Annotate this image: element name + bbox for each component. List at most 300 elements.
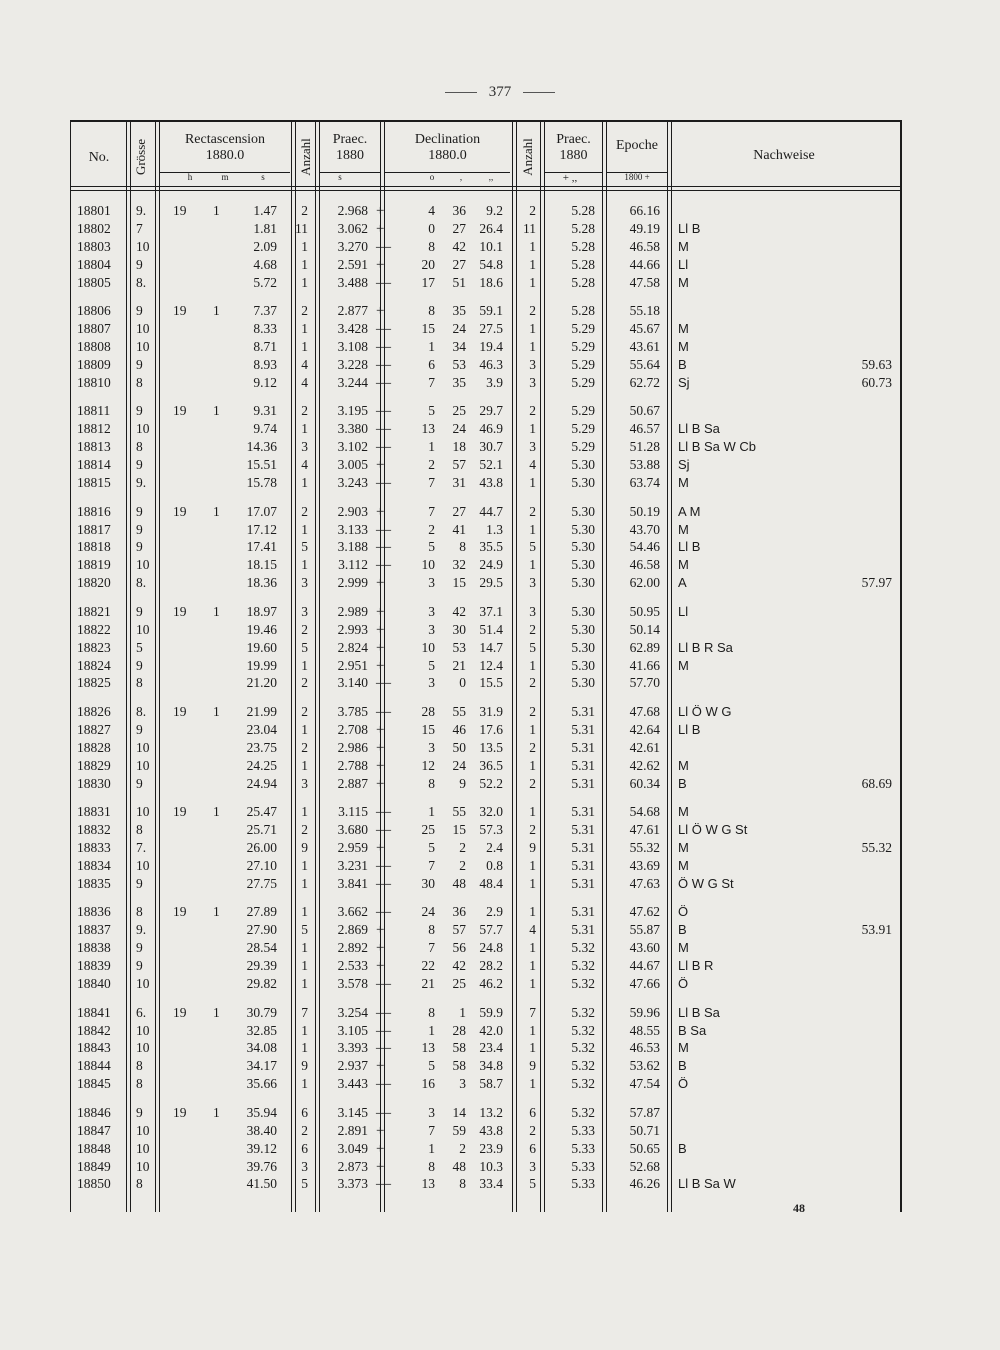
epoch: 53.88 [629,457,660,473]
star-number: 18801 [77,203,111,218]
ra-precession: 3.105 [337,1022,368,1038]
ra-precession: 2.788 [337,757,368,773]
ra-precession: 3.115 [338,804,368,820]
decl-seconds: 17.6 [479,721,503,737]
decl-seconds: 29.7 [479,403,503,419]
decl-count: 1 [529,757,536,773]
references: Ll Ö W G St [678,822,748,838]
epoch: 49.19 [629,220,660,236]
star-number: 18822 [77,621,111,637]
epoch: 46.26 [629,1176,660,1192]
ra-seconds: 9.12 [253,374,277,390]
epoch: 46.58 [629,238,660,254]
decl-precession: 5.29 [571,356,595,372]
decl-precession: 5.32 [571,1040,595,1056]
ra-seconds: 4.68 [253,256,277,272]
decl-precession: 5.29 [571,403,595,419]
star-number: 18814 [77,457,111,473]
ra-count: 1 [301,857,308,873]
decl-count: 3 [529,575,536,591]
decl-precession: 5.31 [571,704,595,719]
table-row [70,1122,900,1140]
ra-seconds: 41.50 [246,1176,277,1192]
magnitude: 10 [136,757,150,773]
decl-minutes: 55 [452,704,466,719]
decl-precession: 5.30 [571,639,595,655]
epoch: 59.96 [629,1004,660,1020]
ra-seconds: 1.81 [253,220,277,236]
table-row [70,1140,900,1158]
decl-seconds: 24.9 [479,557,503,573]
table-row [70,921,900,939]
decl-degrees: 0 [428,220,435,236]
ra-seconds: 27.89 [246,904,277,920]
magnitude: 8 [136,1176,143,1192]
decl-degrees: 20 [421,256,435,272]
table-row [70,875,900,893]
decl-seconds: 2.4 [486,840,503,855]
decl-precession: 5.31 [571,922,595,938]
ra-hours: 19 [173,603,187,619]
decl-count: 2 [529,203,536,218]
ra-precession: 3.270 [337,238,368,254]
decl-precession: 5.32 [571,958,595,974]
magnitude: 8. [136,575,147,591]
star-number: 18818 [77,539,111,555]
star-number: 18847 [77,1122,111,1138]
decl-precession: 5.32 [571,1004,595,1020]
unit-h: h [187,172,193,182]
decl-sign: — [376,238,391,255]
decl-sign: — [376,339,391,355]
decl-precession: 5.30 [571,557,595,573]
decl-minutes: 51 [452,274,466,290]
ra-count: 1 [301,256,308,272]
ra-count: 1 [301,904,308,920]
magnitude: 10 [136,557,150,573]
decl-degrees: 5 [428,403,435,419]
ra-seconds: 34.08 [246,1040,277,1056]
decl-degrees: 5 [428,657,435,673]
epoch: 42.62 [629,757,660,773]
decl-degrees: 6 [428,356,435,372]
magnitude: 8 [136,675,143,691]
ra-seconds: 17.07 [246,503,277,519]
epoch: 41.66 [629,657,660,673]
epoch: 44.67 [629,958,660,974]
decl-seconds: 52.1 [479,457,503,473]
table-row [70,1104,900,1122]
ra-count: 5 [301,922,308,938]
ra-precession: 3.380 [337,421,368,437]
decl-sign: — [376,822,391,839]
decl-degrees: 8 [428,303,435,319]
ra-count: 5 [301,1176,308,1192]
decl-degrees: 10 [421,557,435,573]
decl-minutes: 57 [452,922,466,938]
epoch: 50.71 [629,1122,660,1138]
decl-degrees: 5 [428,539,435,555]
decl-precession: 5.30 [571,539,595,555]
star-number: 18817 [77,521,111,537]
star-number: 18834 [77,857,111,873]
star-number: 18828 [77,739,111,755]
decl-sign: — [376,356,391,373]
ra-seconds: 23.75 [246,739,277,755]
star-number: 18841 [77,1004,111,1020]
ra-count: 2 [301,704,308,719]
star-number: 18844 [77,1058,111,1074]
star-catalogue-table [70,120,902,1212]
decl-sign: + [376,1058,385,1075]
decl-seconds: 18.6 [479,274,503,290]
epoch: 47.58 [629,274,660,290]
table-row [70,402,900,420]
star-number: 18829 [77,757,111,773]
unit-deg: o [429,172,435,182]
table-row [70,657,900,675]
decl-minutes: 2 [459,857,466,873]
table-row [70,202,900,220]
table-row [70,420,900,438]
ra-precession: 3.373 [337,1176,368,1192]
header-groesse: Grösse [133,138,148,176]
ra-count: 1 [301,521,308,537]
decl-precession: 5.28 [571,256,595,272]
references: Ll B R [678,958,714,974]
decl-degrees: 28 [421,704,435,719]
decl-minutes: 8 [459,539,466,555]
magnitude: 8 [136,374,143,390]
ra-count: 2 [301,303,308,319]
star-number: 18836 [77,904,111,920]
magnitude: 7. [136,840,147,855]
decl-precession: 5.30 [571,621,595,637]
ra-count: 1 [301,976,308,991]
decl-sign: — [376,439,391,456]
star-number: 18815 [77,475,111,490]
ra-precession: 2.591 [337,256,368,272]
epoch: 57.70 [629,675,660,691]
decl-sign: + [376,721,385,738]
decl-minutes: 48 [452,875,466,891]
decl-degrees: 1 [428,804,435,820]
decl-sign: — [376,1022,391,1039]
table-row [70,302,900,320]
references: Ll B Sa [678,1004,720,1020]
ra-seconds: 26.00 [246,840,277,855]
ra-seconds: 24.94 [246,775,277,791]
ra-count: 3 [301,775,308,791]
ra-precession: 3.133 [337,521,368,537]
decl-sign: — [376,1176,391,1193]
table-row [70,957,900,975]
references: B [678,1140,687,1156]
ra-seconds: 25.71 [246,822,277,838]
epoch: 57.87 [629,1104,660,1120]
epoch: 48.55 [629,1022,660,1038]
decl-seconds: 2.9 [486,904,503,920]
ra-precession: 3.195 [337,403,368,419]
epoch: 43.60 [629,940,660,956]
ra-precession: 2.824 [337,639,368,655]
decl-degrees: 1 [428,439,435,455]
decl-seconds: 12.4 [479,657,503,673]
decl-seconds: 15.5 [479,675,503,691]
table-row [70,703,900,721]
ra-precession: 3.488 [337,274,368,290]
ra-count: 5 [301,539,308,555]
ra-count: 2 [301,1122,308,1138]
ra-seconds: 21.20 [246,675,277,691]
decl-seconds: 51.4 [479,621,503,637]
star-number: 18835 [77,875,111,891]
ra-seconds: 8.93 [253,356,277,372]
references: M [678,274,689,290]
decl-seconds: 46.2 [479,976,503,991]
table-row [70,839,900,857]
ra-seconds: 18.15 [246,557,277,573]
header-no: No. [88,150,110,165]
ra-seconds: 2.09 [253,238,277,254]
decl-precession: 5.32 [571,1104,595,1120]
decl-seconds: 24.8 [479,940,503,956]
decl-count: 1 [529,238,536,254]
magnitude: 10 [136,1040,150,1056]
star-number: 18810 [77,374,111,390]
ra-seconds: 7.37 [253,303,277,319]
ra-count: 9 [301,1058,308,1074]
ra-seconds: 8.71 [253,339,277,354]
decl-precession: 5.31 [571,775,595,791]
decl-sign: + [376,958,385,975]
magnitude: 9 [136,303,143,319]
decl-count: 2 [529,775,536,791]
decl-sign: + [376,657,385,674]
decl-seconds: 57.3 [479,822,503,838]
decl-degrees: 1 [428,339,435,354]
ra-precession: 3.785 [337,704,368,719]
decl-seconds: 27.5 [479,321,503,337]
references: Ll [678,603,689,619]
magnitude: 9 [136,775,143,791]
decl-precession: 5.31 [571,904,595,920]
table-row [70,456,900,474]
table-row [70,356,900,374]
decl-count: 2 [529,739,536,755]
ra-seconds: 24.25 [246,757,277,773]
decl-sign: + [376,757,385,774]
page-number-text: 377 [488,84,512,100]
ra-precession: 2.533 [337,958,368,974]
epoch: 62.00 [629,575,660,591]
decl-count: 1 [529,339,536,354]
decl-degrees: 17 [421,274,435,290]
decl-sign: — [376,475,391,491]
decl-precession: 5.31 [571,721,595,737]
epoch: 47.61 [629,822,660,838]
decl-degrees: 7 [428,374,435,390]
decl-sign: + [376,621,385,638]
ra-hours: 19 [173,503,187,519]
extra-epoch: 59.63 [861,356,892,372]
table-row [70,757,900,775]
ra-seconds: 19.46 [246,621,277,637]
magnitude: 10 [136,621,150,637]
decl-seconds: 32.0 [479,804,503,820]
ra-count: 1 [301,274,308,290]
decl-sign: — [376,976,391,992]
ra-precession: 2.877 [337,303,368,319]
decl-seconds: 43.8 [479,475,503,490]
ra-count: 6 [301,1104,308,1120]
ra-seconds: 5.72 [253,274,277,290]
magnitude: 10 [136,321,150,337]
decl-minutes: 24 [452,421,466,437]
decl-degrees: 8 [428,922,435,938]
ra-seconds: 27.75 [246,875,277,891]
decl-count: 1 [529,1076,536,1092]
table-row [70,975,900,993]
decl-seconds: 52.2 [479,775,503,791]
magnitude: 9 [136,1104,143,1120]
decl-degrees: 7 [428,857,435,873]
decl-count: 1 [529,521,536,537]
decl-count: 1 [529,557,536,573]
header-praec [320,132,380,164]
star-number: 18830 [77,775,111,791]
decl-precession: 5.29 [571,321,595,337]
decl-sign: — [376,421,391,438]
decl-minutes: 46 [452,721,466,737]
decl-minutes: 9 [459,775,466,791]
references: M [678,321,689,337]
magnitude: 9 [136,457,143,473]
decl-precession: 5.28 [571,203,595,218]
decl-minutes: 35 [452,303,466,319]
decl-precession: 5.32 [571,1022,595,1038]
table-row [70,538,900,556]
magnitude: 8 [136,904,143,920]
ra-seconds: 39.76 [246,1158,277,1174]
ra-count: 1 [301,238,308,254]
magnitude: 8. [136,704,147,719]
star-number: 18806 [77,303,111,319]
epoch: 50.14 [629,621,660,637]
decl-sign: + [376,575,385,592]
table-row [70,821,900,839]
decl-precession: 5.30 [571,521,595,537]
table-row [70,1075,900,1093]
ra-seconds: 35.94 [246,1104,277,1120]
magnitude: 9. [136,475,147,490]
ra-precession: 2.993 [337,621,368,637]
decl-count: 1 [529,875,536,891]
page-number [0,84,1000,101]
decl-count: 5 [529,1176,536,1192]
ra-count: 2 [301,675,308,691]
decl-degrees: 7 [428,1122,435,1138]
epoch: 51.28 [629,439,660,455]
decl-precession: 5.33 [571,1122,595,1138]
magnitude: 8 [136,1058,143,1074]
decl-seconds: 23.9 [479,1140,503,1156]
magnitude: 9 [136,539,143,555]
ra-seconds: 15.51 [246,457,277,473]
header-rule [70,186,900,191]
decl-sign: — [376,857,391,874]
decl-count: 1 [529,1022,536,1038]
ra-seconds: 29.39 [246,958,277,974]
table-row [70,775,900,793]
decl-precession: 5.31 [571,875,595,891]
ra-hours: 19 [173,1104,187,1120]
epoch: 42.64 [629,721,660,737]
references: Sj [678,374,690,390]
unit-praec2: + ,, [562,172,578,184]
decl-sign: + [376,940,385,957]
ra-seconds: 34.17 [246,1058,277,1074]
ra-seconds: 19.99 [246,657,277,673]
decl-minutes: 0 [459,675,466,691]
star-number: 18846 [77,1104,111,1120]
star-number: 18848 [77,1140,111,1156]
epoch: 55.32 [629,840,660,855]
decl-count: 1 [529,274,536,290]
table-row [70,739,900,757]
decl-sign: + [376,1158,385,1175]
magnitude: 9 [136,403,143,419]
ra-seconds: 8.33 [253,321,277,337]
ra-precession: 3.140 [337,675,368,691]
ra-precession: 2.869 [337,922,368,938]
header-praec-year: 1880 [336,148,364,163]
table-row [70,1158,900,1176]
decl-minutes: 15 [452,822,466,838]
magnitude: 9 [136,356,143,372]
ra-seconds: 18.97 [246,603,277,619]
decl-minutes: 59 [452,1122,466,1138]
references: M [678,521,689,537]
ra-seconds: 23.04 [246,721,277,737]
table-row [70,574,900,592]
decl-count: 1 [529,904,536,920]
table-row [70,556,900,574]
decl-minutes: 56 [452,940,466,956]
decl-degrees: 3 [428,603,435,619]
decl-sign: + [376,457,385,474]
decl-count: 1 [529,940,536,956]
references: B [678,775,687,791]
epoch: 47.54 [629,1076,660,1092]
epoch: 55.18 [629,303,660,319]
epoch: 44.66 [629,256,660,272]
decl-minutes: 42 [452,603,466,619]
header-declination [385,132,510,164]
decl-seconds: 46.9 [479,421,503,437]
magnitude: 10 [136,739,150,755]
decl-seconds: 35.5 [479,539,503,555]
ra-precession: 3.228 [337,356,368,372]
ra-seconds: 21.99 [246,704,277,719]
ra-seconds: 9.31 [253,403,277,419]
decl-sign: — [376,1040,391,1057]
decl-sign: — [376,1104,391,1121]
ra-minutes: 1 [213,303,220,319]
epoch: 54.46 [629,539,660,555]
decl-seconds: 34.8 [479,1058,503,1074]
table-row [70,474,900,492]
